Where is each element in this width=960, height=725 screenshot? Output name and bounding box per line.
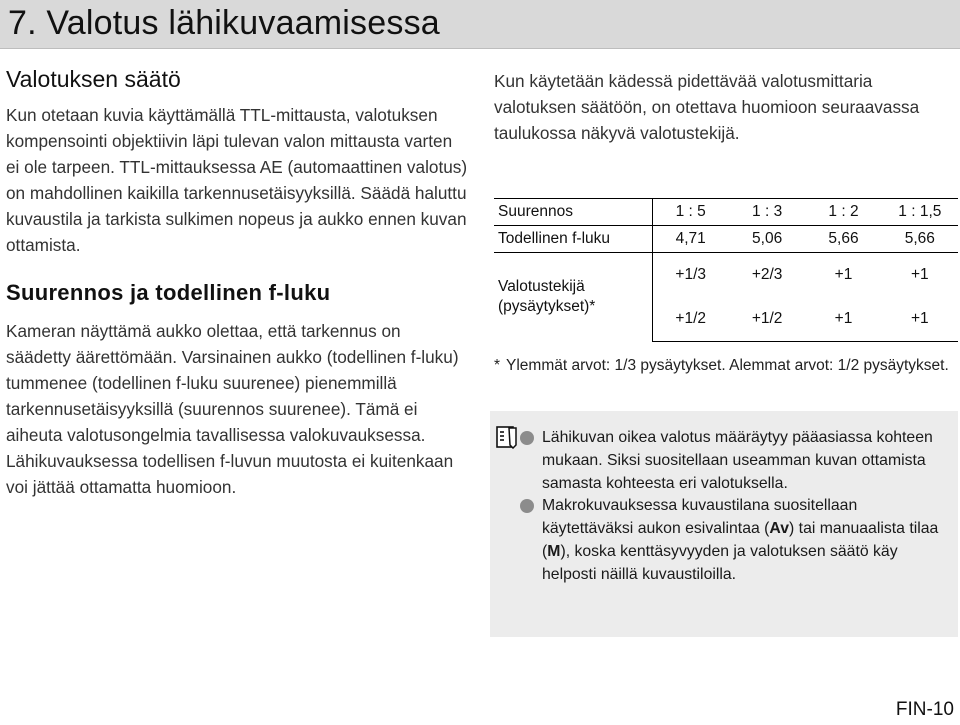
- section-title-exposure: Valotuksen säätö: [6, 66, 181, 92]
- bullet-icon: [520, 431, 534, 445]
- section-text-magnification: Kameran näyttämä aukko olettaa, että tarkennus on säädetty äärettömään. Varsinainen aukko (todellinen f-luku) tummenee (todellinen f-luku suurenee) pienemmillä tarkennusetäisyyksillä (suurennos suurenee). Tämä ei aiheuta valotusongelmia tavallisessa valokuvauksessa. Lähikuvauksessa todellisen f-luvun muutosta ei kuitenkaan voi jättää ottamatta huomioon.: [6, 321, 459, 497]
- table-cell: 5,66: [882, 226, 958, 253]
- right-column: [494, 68, 958, 146]
- table-cell: +1: [805, 297, 881, 342]
- table-label-line: (pysäytykset)*: [498, 298, 596, 316]
- note-list: [518, 427, 950, 587]
- bullet-icon: [520, 499, 534, 513]
- table-label-magnification: Suurennos: [494, 199, 652, 226]
- title-bar: [0, 0, 960, 49]
- table-row: [494, 199, 958, 226]
- page-title: 7. Valotus lähikuvaamisessa: [8, 4, 440, 42]
- table-cell: 1 : 2: [805, 199, 881, 226]
- intro-text: Kun käytetään kädessä pidettävää valotusmittaria valotuksen säätöön, on otettava huomioon seuraavassa taulukossa näkyvä valotustekijä.: [494, 71, 920, 143]
- note-text: ), koska kenttäsyvyyden ja valotuksen säätö käy helposti näillä kuvaustiloilla.: [542, 542, 898, 583]
- table-cell: +1: [882, 297, 958, 342]
- table-cell: 5,06: [729, 226, 805, 253]
- table-footnote: [494, 355, 954, 377]
- note-text: ) tai manuaalista tilaa (: [542, 520, 939, 560]
- table-cell: +1: [910, 266, 929, 283]
- note-text: Makrokuvauksessa kuvaustilana suositellaan käytettäväksi aukon esivalintaa (: [542, 497, 858, 538]
- exposure-factor-table: [494, 198, 958, 342]
- table-cell: +1: [834, 266, 853, 283]
- table-cell: +1/2: [729, 297, 805, 342]
- table-row: [494, 253, 958, 298]
- table-cell: 5,66: [805, 226, 881, 253]
- table-cell: +1/3: [652, 253, 729, 298]
- table-cell: 1 : 3: [729, 199, 805, 226]
- table-label-f-number: Todellinen f-luku: [494, 226, 652, 253]
- note-bold-av: Av: [769, 520, 790, 538]
- table-row: [494, 226, 958, 253]
- table-cell: 1 : 5: [652, 199, 729, 226]
- table-label-line: Valotustekijä: [498, 278, 585, 296]
- table-label-exposure-factor: [494, 253, 652, 342]
- section-title-magnification: Suurennos ja todellinen f-luku: [6, 280, 331, 305]
- note-text: Lähikuvan oikea valotus määräytyy pääasiassa kohteen mukaan. Siksi suositellaan useamman kuvan ottamista samasta kohteesta eri valotuksella.: [542, 429, 933, 492]
- table-cell: +1/2: [652, 297, 729, 342]
- section-text-exposure: Kun otetaan kuvia käyttämällä TTL-mittausta, valotuksen kompensointi objektiivin läpi tulevan valon mittausta varten ei ole tarpeen. TTL-mittauksessa AE (automaattinen valotus) on mahdollinen kaikilla tarkennusetäisyyksillä. Säädä haluttu kuvaustila ja tarkista sulkimen nopeus ja aukko ennen kuvan ottamista.: [6, 105, 468, 255]
- note-bold-m: M: [547, 542, 561, 560]
- note-box: [490, 411, 958, 637]
- table-cell: 1 : 1,5: [882, 199, 958, 226]
- list-item: [518, 427, 950, 495]
- left-column: [6, 66, 468, 500]
- page-number: FIN-10: [895, 699, 954, 720]
- footnote-text: Ylemmät arvot: 1/3 pysäytykset. Alemmat arvot: 1/2 pysäytykset.: [506, 357, 949, 374]
- note-icon: [496, 425, 518, 449]
- table-cell: +2/3: [751, 266, 783, 283]
- table-cell: 4,71: [652, 226, 729, 253]
- list-item: [518, 495, 950, 586]
- footnote-star: *: [494, 357, 501, 374]
